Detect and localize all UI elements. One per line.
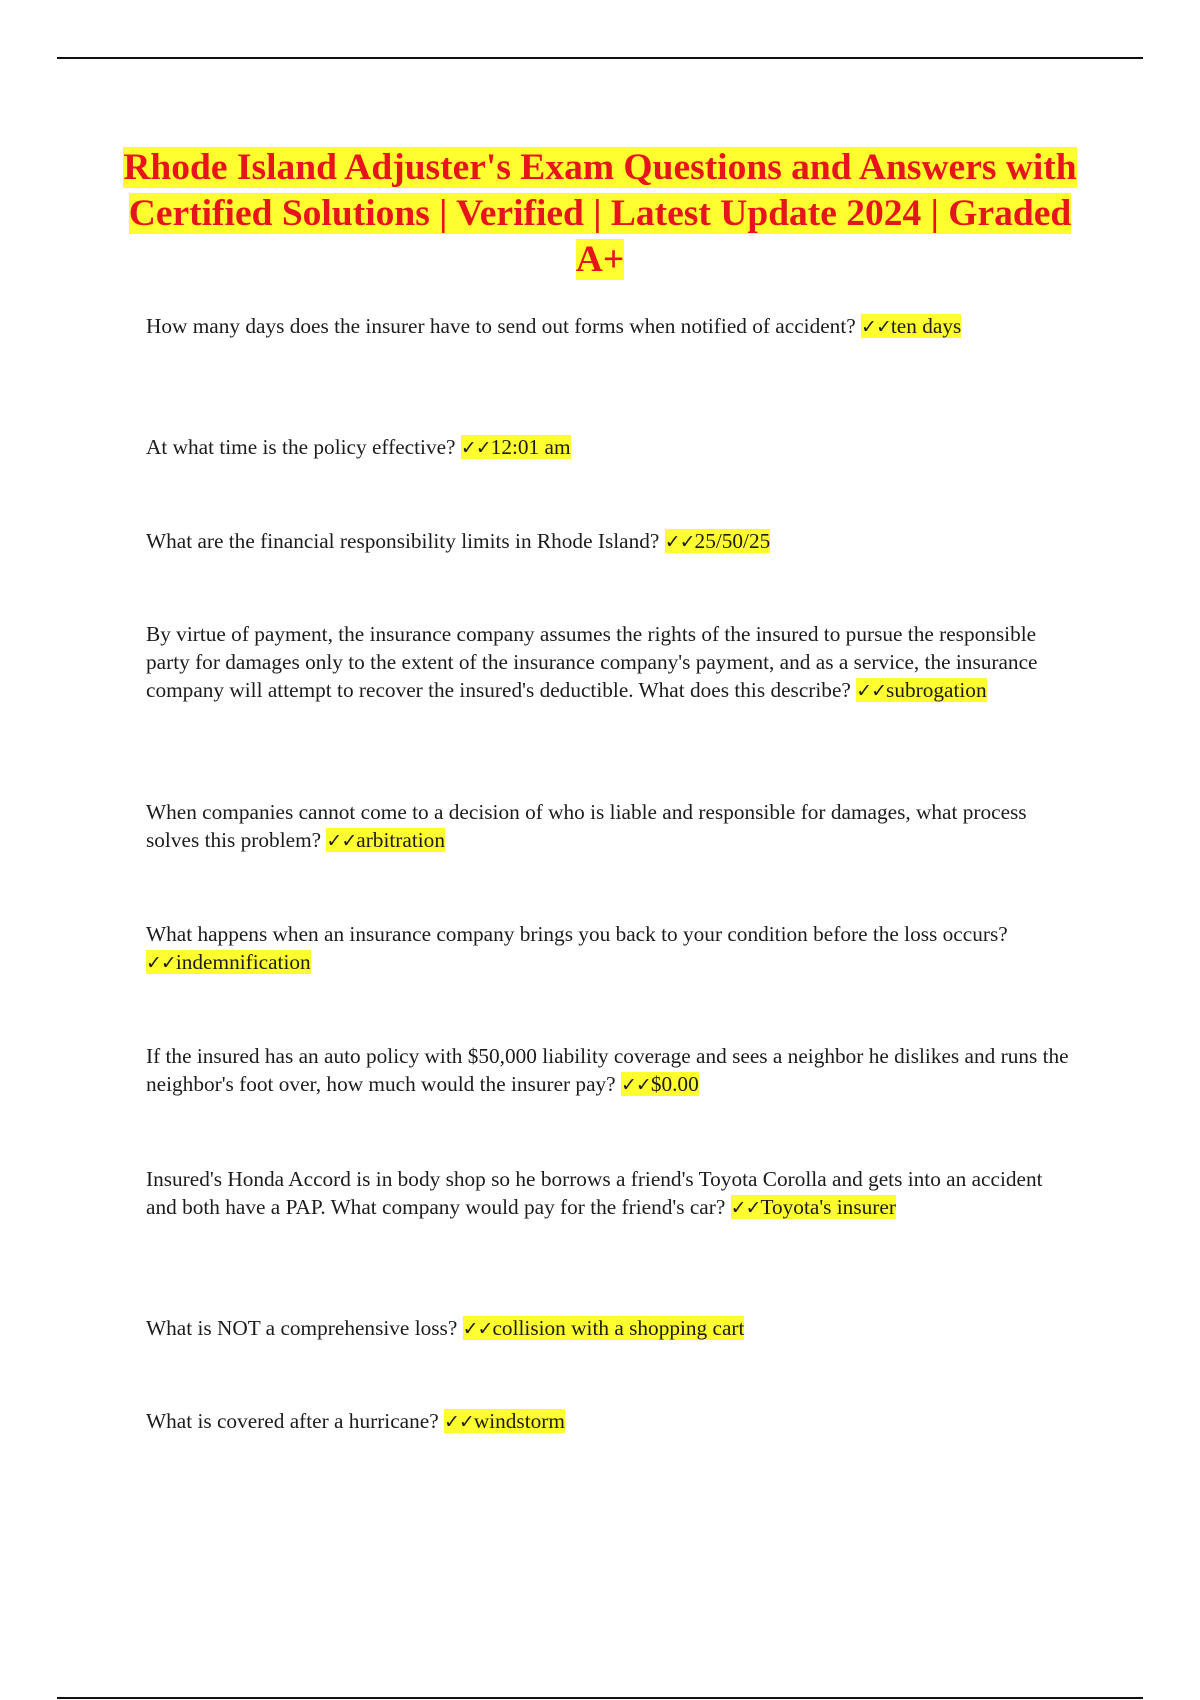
question-text: When companies cannot come to a decision of who is liable and responsible for damages, what process solves this problem? bbox=[146, 800, 1027, 852]
bottom-rule bbox=[57, 1697, 1143, 1699]
answer-text: ten days bbox=[890, 314, 962, 338]
check-mark-icon: ✓✓ bbox=[460, 437, 491, 459]
question-text: What are the financial responsibility limits in Rhode Island? bbox=[146, 529, 660, 553]
check-mark-icon: ✓✓ bbox=[326, 830, 357, 852]
document-title-text: Rhode Island Adjuster's Exam Questions and Answers with Certified Solutions | Verified | Latest Update 2024 | Graded A+ bbox=[123, 147, 1077, 280]
answer-text: indemnification bbox=[175, 950, 311, 974]
answer-text: collision with a shopping cart bbox=[492, 1316, 745, 1340]
question-text: If the insured has an auto policy with $50,000 liability coverage and sees a neighbor he dislikes and runs the neighbor's foot over, how much would the insurer pay? bbox=[146, 1044, 1069, 1096]
question-text: How many days does the insurer have to send out forms when notified of accident? bbox=[146, 314, 856, 338]
answer-text: 12:01 am bbox=[490, 435, 571, 459]
answer-highlight bbox=[463, 1316, 745, 1340]
check-mark-icon: ✓✓ bbox=[730, 1197, 761, 1219]
answer-highlight bbox=[856, 678, 986, 702]
answer-highlight bbox=[665, 529, 771, 553]
answer-highlight bbox=[861, 314, 961, 338]
qa-item-7 bbox=[146, 1042, 1076, 1099]
answer-highlight bbox=[621, 1072, 699, 1096]
qa-item-4 bbox=[146, 620, 1076, 705]
check-mark-icon: ✓✓ bbox=[664, 531, 695, 553]
question-text: By virtue of payment, the insurance company assumes the rights of the insured to pursue the responsible party for damages only to the extent of the insurance company's payment, and as a service, the insurance company will attempt to recover the insured's deductible. What does this describe? bbox=[146, 622, 1038, 702]
answer-highlight bbox=[326, 828, 445, 852]
check-mark-icon: ✓✓ bbox=[462, 1318, 493, 1340]
answer-text: windstorm bbox=[473, 1409, 565, 1433]
qa-item-5 bbox=[146, 798, 1076, 855]
qa-item-6 bbox=[146, 920, 1076, 977]
check-mark-icon: ✓✓ bbox=[620, 1074, 651, 1096]
question-text: What is covered after a hurricane? bbox=[146, 1409, 439, 1433]
qa-item-1 bbox=[146, 312, 1076, 341]
document-title bbox=[110, 145, 1090, 283]
qa-item-9 bbox=[146, 1314, 1076, 1343]
answer-text: arbitration bbox=[356, 828, 445, 852]
check-mark-icon: ✓✓ bbox=[856, 680, 887, 702]
qa-item-8 bbox=[146, 1165, 1076, 1222]
check-mark-icon: ✓✓ bbox=[861, 316, 891, 338]
answer-text: $0.00 bbox=[650, 1072, 699, 1096]
qa-item-2 bbox=[146, 433, 1076, 462]
question-text: What is NOT a comprehensive loss? bbox=[146, 1316, 458, 1340]
question-text: At what time is the policy effective? bbox=[146, 435, 456, 459]
top-rule bbox=[57, 57, 1143, 59]
answer-highlight bbox=[731, 1195, 896, 1219]
check-mark-icon: ✓✓ bbox=[443, 1411, 474, 1433]
question-text: Insured's Honda Accord is in body shop so he borrows a friend's Toyota Corolla and gets into an accident and both have a PAP. What company would pay for the friend's car? bbox=[146, 1167, 1043, 1219]
answer-text: subrogation bbox=[886, 678, 987, 702]
answer-text: 25/50/25 bbox=[694, 529, 771, 553]
question-text: What happens when an insurance company brings you back to your condition before the loss occurs? bbox=[146, 922, 1008, 946]
answer-highlight bbox=[461, 435, 571, 459]
check-mark-icon: ✓✓ bbox=[146, 952, 176, 974]
qa-item-3 bbox=[146, 527, 1076, 556]
answer-highlight bbox=[444, 1409, 565, 1433]
qa-item-10 bbox=[146, 1407, 1076, 1436]
answer-text: Toyota's insurer bbox=[760, 1195, 896, 1219]
answer-highlight bbox=[146, 950, 311, 974]
